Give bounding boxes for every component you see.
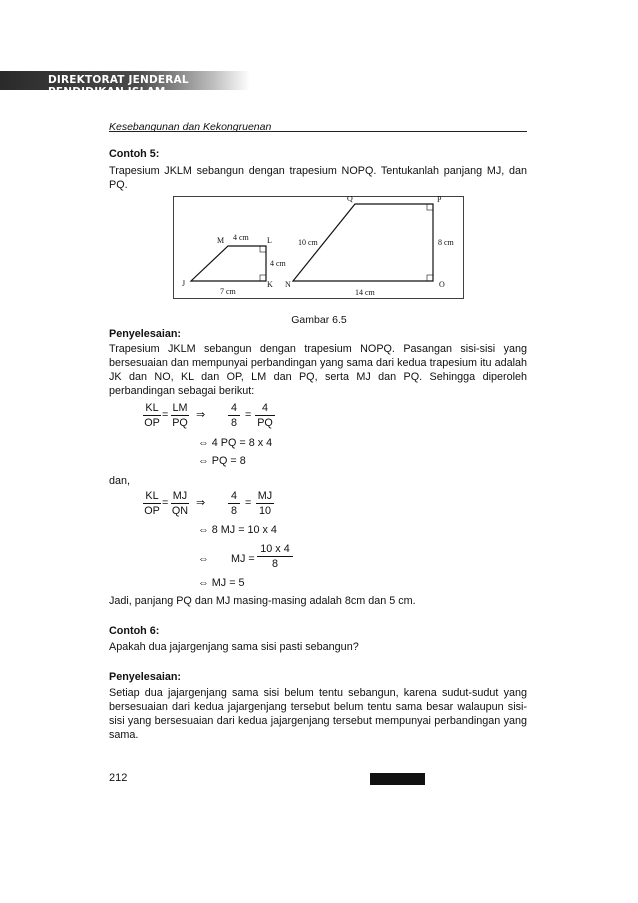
label-j: J (182, 279, 186, 288)
step-4-lhs: MJ = (231, 553, 255, 565)
trapezoid-jklm (191, 246, 266, 281)
eq1-equals: = (162, 409, 169, 421)
length-lk: 4 cm (270, 259, 286, 268)
solution-5-text: Trapesium JKLM sebangun dengan trapesium NOPQ. Pasangan sisi-sisi yang bersesuaian dan mempunyai perbandingan yang sama dari kedua trapesium itu adalah JK dan NO, KL dan OP, LM dan PQ, serta MJ dan PQ. Sehingga diperoleh perbandingan sebagai berikut: (109, 343, 527, 397)
example-6-text: Apakah dua jajargenjang sama sisi pasti sebangun? (109, 641, 359, 653)
eq2-frac-mj-qn: $\frac{MJ}{QN}$ (171, 490, 189, 517)
step-1: ⇔ 4 PQ = 8 x 4 (198, 437, 273, 449)
solution-6-text: Setiap dua jajargenjang sama sisi belum tentu sebangun, karena sudut-sudut yang bersesuaian dari kedua jajargenjang tersebut belum tentu sama besar walaupun sisi-sisi yang bersesuaian dari kedua jajargenjang tersebut mempunyai perbandingan yang sama. (109, 687, 527, 741)
header-rule (109, 131, 527, 132)
label-p: P (437, 196, 442, 204)
right-angle-o (427, 275, 433, 281)
example-6-title: Contoh 6: (109, 625, 160, 637)
eq2-equals: = (162, 497, 169, 509)
right-angle-l (260, 246, 266, 252)
running-title: Kesebangunan dan Kekongruenan (109, 121, 272, 133)
page-number: 212 (109, 772, 128, 784)
eq1-frac-lm-pq: $\frac{LM}{PQ}$ (172, 402, 188, 429)
conclusion-5: Jadi, panjang PQ dan MJ masing-masing adalah 8cm dan 5 cm. (109, 595, 416, 607)
step-5: ⇔ MJ = 5 (198, 577, 245, 589)
eq1-implies: ⇒ (196, 409, 206, 421)
eq1-frac-4-8: $\frac{4}{8}$ (228, 402, 240, 430)
label-o: O (439, 280, 445, 289)
length-no: 14 cm (355, 288, 375, 297)
eq1-frac-4-pq: $\frac{4}{PQ}$ (255, 402, 275, 430)
solution-6-title: Penyelesaian: (109, 671, 182, 683)
eq2-equals-2: = (245, 497, 252, 509)
label-q: Q (347, 196, 353, 203)
footer-bar (370, 773, 425, 785)
length-jk: 7 cm (220, 287, 236, 296)
example-5-title: Contoh 5: (109, 148, 160, 160)
step-2: ⇔ PQ = 8 (198, 455, 246, 467)
eq2-frac-mj-10: $\frac{MJ}{10}$ (257, 490, 273, 517)
step-3: ⇔ 8 MJ = 10 x 4 (198, 524, 277, 536)
eq2-implies: ⇒ (196, 497, 206, 509)
eq1-frac-kl-op: $\frac{KL}{OP}$ (144, 402, 160, 429)
label-m: M (217, 236, 225, 245)
figure-caption: Gambar 6.5 (291, 314, 347, 326)
length-ml: 4 cm (233, 233, 249, 242)
length-nq: 10 cm (298, 238, 318, 247)
dan-label: dan, (109, 475, 131, 487)
example-5-text: Trapesium JKLM sebangun dengan trapesium NOPQ. Tentukanlah panjang MJ, dan PQ. (109, 165, 527, 191)
length-po: 8 cm (438, 238, 454, 247)
header-banner (0, 71, 250, 98)
eq1-equals-2: = (245, 409, 252, 421)
right-angle-p (427, 204, 433, 210)
step-4-fraction: $\frac{10 x 4}{8}$ (257, 543, 293, 571)
right-angle-k (260, 275, 266, 281)
eq2-frac-4-8: $\frac{4}{8}$ (228, 490, 240, 518)
step-4-arrow: ⇔ (198, 553, 209, 565)
banner-text: DIREKTORAT JENDERAL PENDIDIKAN ISLAM (48, 74, 189, 98)
eq2-frac-kl-op: $\frac{KL}{OP}$ (144, 490, 160, 517)
figure-frame (174, 197, 464, 299)
label-k: K (267, 280, 273, 289)
label-n: N (285, 280, 291, 289)
solution-5-title: Penyelesaian: (109, 328, 182, 340)
figure-trapezoids (173, 196, 464, 299)
label-l: L (267, 236, 272, 245)
